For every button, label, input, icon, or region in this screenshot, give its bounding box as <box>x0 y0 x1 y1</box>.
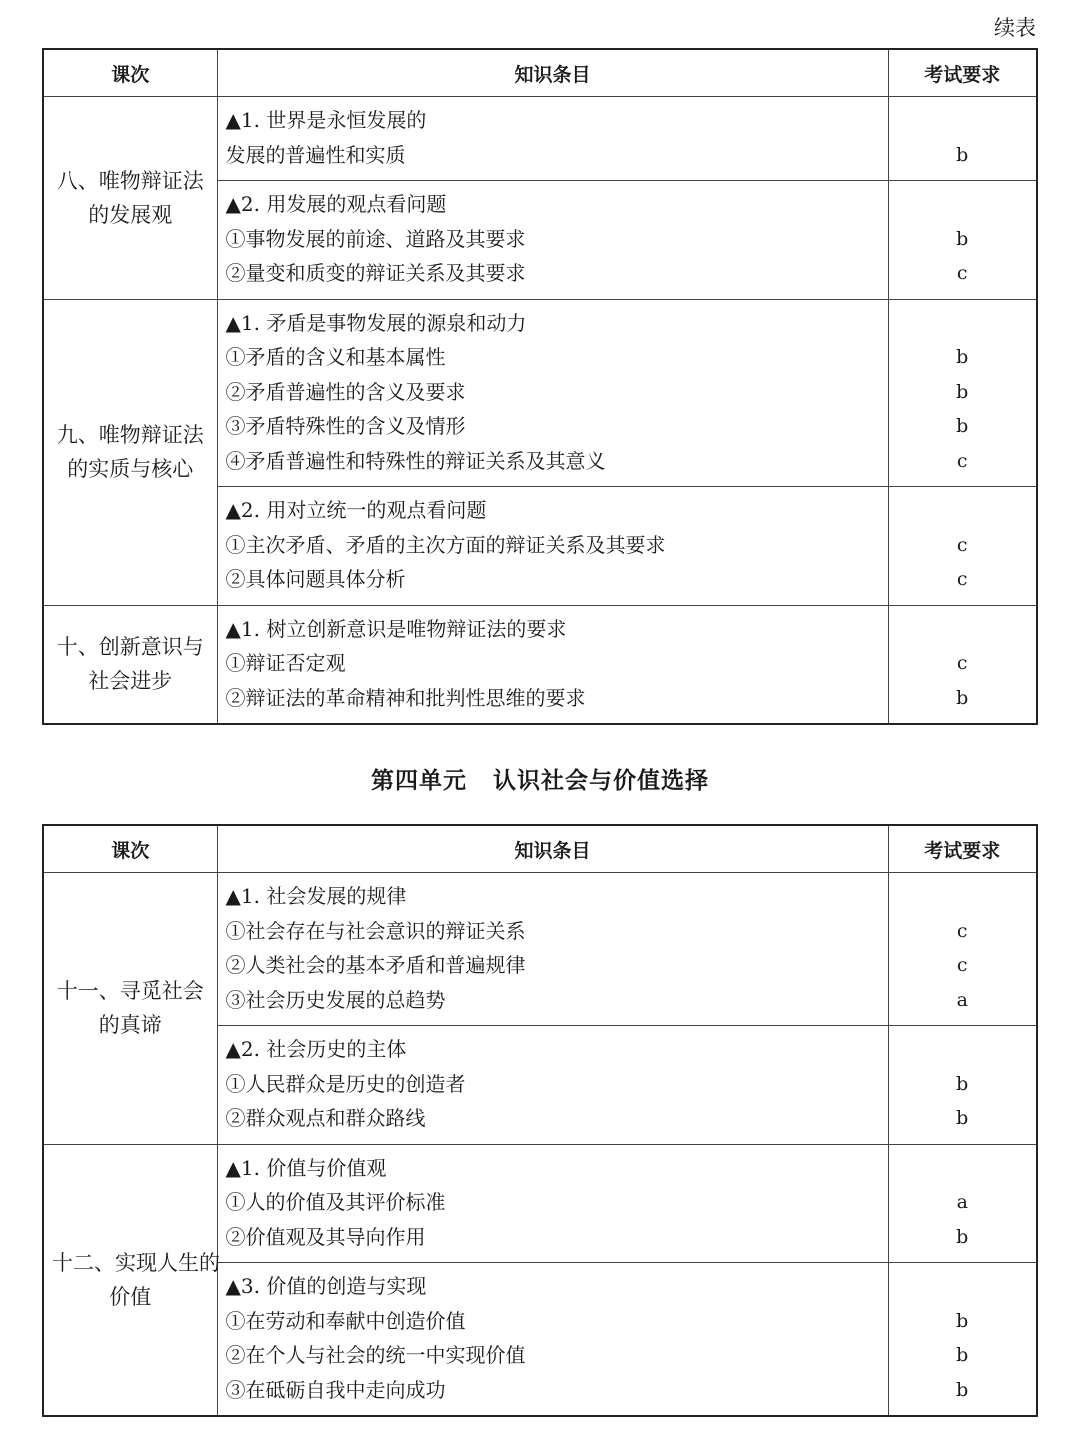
requirement-level <box>889 306 1037 341</box>
exam-requirements-table-2 <box>42 824 1038 1417</box>
lesson-title-line: 十二、实现人生的 <box>52 1250 220 1275</box>
knowledge-item: ②具体问题具体分析 <box>225 567 406 591</box>
knowledge-cell <box>217 97 888 181</box>
requirement-level: c <box>956 652 968 674</box>
unit-title <box>0 762 1080 795</box>
knowledge-heading: ▲3. 价值的创造与实现 <box>225 1274 427 1298</box>
header-knowledge: 知识条目 <box>217 49 888 97</box>
requirement-cell <box>888 1263 1037 1417</box>
requirement-level <box>889 187 1037 222</box>
requirement-level: c <box>956 533 968 556</box>
knowledge-item: ①在劳动和奉献中创造价值 <box>225 1308 466 1333</box>
requirement-level: b <box>956 227 969 250</box>
requirement-level: a <box>956 1191 968 1213</box>
knowledge-cell <box>217 181 888 300</box>
requirement-cell <box>888 299 1037 487</box>
knowledge-item: ③在砥砺自我中走向成功 <box>225 1377 446 1402</box>
requirement-level: c <box>956 919 968 942</box>
lesson-cell <box>43 873 217 1145</box>
requirement-level: c <box>956 262 968 284</box>
table-row <box>43 873 1037 1026</box>
requirement-level: b <box>956 143 969 166</box>
knowledge-cell <box>217 873 888 1026</box>
lesson-title-line: 的发展观 <box>88 202 173 227</box>
table-row <box>43 299 1037 487</box>
knowledge-item: ②价值观及其导向作用 <box>225 1224 426 1249</box>
requirement-level <box>889 1151 1037 1186</box>
table-row <box>43 1144 1037 1263</box>
lesson-title-line: 十、创新意识与 <box>56 635 204 660</box>
table-body <box>43 873 1037 1417</box>
requirement-level: b <box>956 1378 969 1401</box>
requirement-cell <box>888 97 1037 181</box>
knowledge-item: ③社会历史发展的总趋势 <box>225 987 446 1012</box>
lesson-title-line: 八、唯物辩证法 <box>56 168 204 193</box>
requirement-cell <box>888 487 1037 606</box>
requirement-level: a <box>956 988 968 1011</box>
requirement-level <box>889 103 1037 138</box>
requirement-level: b <box>956 1344 969 1366</box>
header-knowledge: 知识条目 <box>217 825 888 873</box>
knowledge-heading: ▲1. 世界是永恒发展的 <box>225 108 427 132</box>
table-header-row <box>43 825 1037 873</box>
continued-label: 续表 <box>994 16 1036 40</box>
knowledge-heading: ▲1. 社会发展的规律 <box>225 884 407 908</box>
lesson-title-line: 的实质与核心 <box>67 457 194 481</box>
requirement-level: b <box>956 686 969 709</box>
knowledge-item: ①事物发展的前途、道路及其要求 <box>225 226 526 251</box>
requirement-level: b <box>956 380 969 403</box>
knowledge-heading: ▲2. 用对立统一的观点看问题 <box>225 498 487 522</box>
lesson-title-line: 九、唯物辩证法 <box>56 423 204 447</box>
requirement-level: b <box>956 346 969 368</box>
knowledge-item: ②在个人与社会的统一中实现价值 <box>225 1343 526 1367</box>
requirement-level <box>889 493 1037 528</box>
lesson-title-line: 十一、寻觅社会 <box>56 979 204 1004</box>
knowledge-item: 发展的普遍性和实质 <box>225 142 406 167</box>
knowledge-cell <box>217 487 888 606</box>
knowledge-heading: ▲1. 价值与价值观 <box>225 1155 387 1180</box>
header-requirement: 考试要求 <box>888 49 1037 97</box>
requirement-level: b <box>956 1225 969 1248</box>
requirement-level: b <box>956 1072 969 1095</box>
unit-name: 认识社会与价值选择 <box>493 768 709 794</box>
lesson-cell <box>43 1144 220 1416</box>
requirement-level <box>889 1269 1037 1304</box>
lesson-cell <box>43 299 217 605</box>
requirement-cell <box>888 181 1037 300</box>
lesson-title-line: 的真谛 <box>98 1013 162 1038</box>
knowledge-item: ①辩证否定观 <box>225 651 346 675</box>
header-requirement: 考试要求 <box>888 825 1037 873</box>
requirement-level <box>889 879 1037 914</box>
knowledge-heading: ▲1. 矛盾是事物发展的源泉和动力 <box>225 310 527 335</box>
knowledge-cell <box>217 299 888 487</box>
lesson-cell <box>43 605 217 724</box>
knowledge-cell <box>217 1026 888 1145</box>
knowledge-cell <box>217 1144 888 1263</box>
knowledge-cell <box>217 605 888 724</box>
requirement-level: c <box>956 954 968 976</box>
knowledge-item: ②辩证法的革命精神和批判性思维的要求 <box>225 685 586 710</box>
requirement-cell <box>888 1026 1037 1145</box>
knowledge-heading: ▲2. 社会历史的主体 <box>225 1037 407 1061</box>
requirement-level <box>889 1032 1037 1067</box>
unit-number: 第四单元 <box>371 768 467 794</box>
knowledge-item: ②人类社会的基本矛盾和普遍规律 <box>225 953 526 977</box>
requirement-level: b <box>956 415 969 437</box>
knowledge-item: ①人的价值及其评价标准 <box>225 1190 446 1214</box>
requirement-cell <box>888 605 1037 724</box>
knowledge-item: ②群众观点和群众路线 <box>225 1106 426 1130</box>
table-body <box>43 97 1037 725</box>
requirement-level: b <box>956 1107 969 1129</box>
knowledge-item: ①主次矛盾、矛盾的主次方面的辩证关系及其要求 <box>225 532 666 557</box>
knowledge-heading: ▲2. 用发展的观点看问题 <box>225 192 447 216</box>
knowledge-item: ①人民群众是历史的创造者 <box>225 1071 466 1096</box>
lesson-cell <box>43 97 217 300</box>
lesson-title-line: 社会进步 <box>88 669 173 694</box>
knowledge-item: ③矛盾特殊性的含义及情形 <box>225 414 466 438</box>
knowledge-cell <box>217 1263 888 1417</box>
requirement-cell <box>888 873 1037 1026</box>
exam-requirements-table-1 <box>42 48 1038 725</box>
table-header-row <box>43 49 1037 97</box>
requirement-level <box>889 612 1037 647</box>
table-row <box>43 97 1037 181</box>
header-lesson: 课次 <box>43 49 217 97</box>
header-lesson: 课次 <box>43 825 217 873</box>
requirement-cell <box>888 1144 1037 1263</box>
knowledge-item: ②量变和质变的辩证关系及其要求 <box>225 261 526 285</box>
requirement-level: c <box>956 568 968 590</box>
requirement-level: b <box>956 1309 969 1332</box>
knowledge-item: ④矛盾普遍性和特殊性的辩证关系及其意义 <box>225 448 606 473</box>
lesson-title-line: 价值 <box>109 1284 152 1309</box>
knowledge-item: ②矛盾普遍性的含义及要求 <box>225 379 466 404</box>
table-row <box>43 605 1037 724</box>
requirement-level: c <box>956 449 968 472</box>
knowledge-item: ①矛盾的含义和基本属性 <box>225 345 446 369</box>
knowledge-item: ①社会存在与社会意识的辩证关系 <box>225 918 526 943</box>
knowledge-heading: ▲1. 树立创新意识是唯物辩证法的要求 <box>225 616 567 641</box>
